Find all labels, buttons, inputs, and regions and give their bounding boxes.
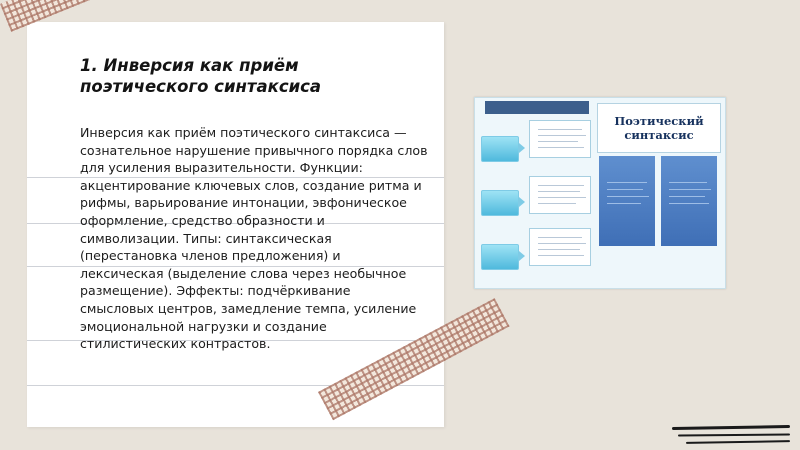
diagram-left-header-bar (485, 101, 589, 114)
slide-title: 1. Инверсия как приём поэтического синтаксиса (80, 56, 322, 96)
syntax-diagram-image (474, 97, 726, 289)
diagram-heading: Поэтический синтаксис (597, 103, 721, 153)
diagram-card (529, 120, 591, 158)
decorative-stroke (672, 425, 790, 430)
slide-body-text: Инверсия как приём поэтического синтаксиса — сознательное нарушение привычного порядка слов для усиления выразительности. Функции: акцентирование ключевых слов, создание ритма и рифмы, варьирование интонации, эвфоническое оформление, средство образности и символизации. Типы: синтаксическая (перестановка членов предложения) и лексическая (выделение слова через необычное размещение). Эффекты: подчёркивание смысловых центров, замедление темпа, усиление эмоциональной нагрузки и создание стилистических контрастов. (80, 125, 428, 352)
decorative-stroke (678, 434, 790, 437)
diagram-tile (481, 136, 519, 162)
diagram-arrow-icon (519, 143, 525, 153)
diagram-tile (481, 244, 519, 270)
diagram-blue-column (661, 156, 717, 246)
decorative-stroke (686, 440, 790, 444)
diagram-card (529, 176, 591, 214)
diagram-blue-column (599, 156, 655, 246)
diagram-arrow-icon (519, 197, 525, 207)
diagram-card (529, 228, 591, 266)
diagram-tile (481, 190, 519, 216)
diagram-arrow-icon (519, 251, 525, 261)
